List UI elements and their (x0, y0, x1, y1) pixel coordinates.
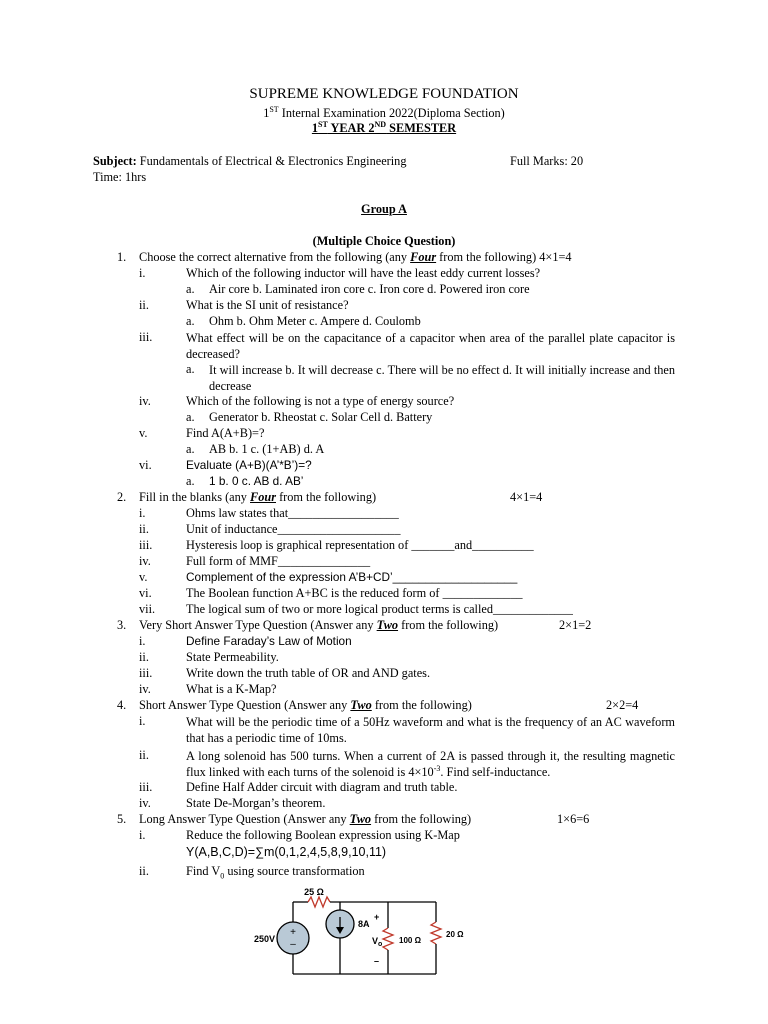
q1-item-text: Which of the following is not a type of energy source? (186, 394, 455, 408)
q1-item-num: i. (139, 266, 146, 280)
q4-marks: 2×2=4 (606, 698, 639, 712)
option-a: a. (186, 282, 195, 296)
q5-number: 5. (117, 812, 127, 826)
q1-item-num: ii. (139, 298, 149, 312)
option-a: a. (186, 410, 195, 424)
q1-item-options: AB b. 1 c. (1+AB) d. A (209, 442, 325, 456)
q2-item-num: iv. (139, 554, 151, 568)
q5-heading: Long Answer Type Question (Answer any Two from the following) (139, 812, 472, 826)
q4-number: 4. (117, 698, 127, 712)
q1-item-num: vi. (139, 458, 152, 472)
option-a: a. (186, 474, 195, 488)
q2-item-text: Complement of the expression A’B+CD’___________________ (186, 570, 518, 584)
q5-item-text: Find $V_0$ using source transformation (186, 864, 365, 881)
q4-item-num: ii. (139, 748, 149, 762)
q1-item-text: What effect will be on the capacitance of a capacitor when area of the parallel plate capacitor is decreased? (186, 331, 675, 361)
label-250v: 250V (254, 934, 276, 944)
q3-heading: Very Short Answer Type Question (Answer any Two from the following) (139, 618, 499, 632)
label-8a: 8A (358, 919, 370, 929)
org-title: SUPREME KNOWLEDGE FOUNDATION (249, 86, 519, 102)
q1-heading: Choose the correct alternative from the following (any Four from the following) 4×1=4 (139, 250, 572, 264)
q5-marks: 1×6=6 (557, 812, 590, 826)
time-line: Time: 1hrs (93, 170, 147, 184)
q1-item-options: Ohm b. Ohm Meter c. Ampere d. Coulomb (209, 314, 421, 328)
q3-item-text: Define Faraday’s Law of Motion (186, 634, 352, 648)
option-a: a. (186, 442, 195, 456)
vo-minus: – (374, 956, 380, 966)
q3-item-num: iv. (139, 682, 151, 696)
q4-item-text: Define Half Adder circuit with diagram and truth table. (186, 780, 458, 794)
q4-item-text: A long solenoid has 500 turns. When a current of 2A is passed through it, the resulting magnetic flux linked with each turns of the solenoid is $4\times 10^{-3}$. Find self-inductance. (186, 749, 675, 779)
resistor-20-ohm (431, 922, 441, 944)
q3-item-num: iii. (139, 666, 153, 680)
q4-item-num: iv. (139, 796, 151, 810)
q4-item-text: State De-Morgan’s theorem. (186, 796, 326, 810)
q3-item-num: ii. (139, 650, 149, 664)
q1-item-text: Which of the following inductor will have the least eddy current losses? (186, 266, 541, 280)
q3-number: 3. (117, 618, 127, 632)
q2-number: 2. (117, 490, 127, 504)
q2-marks: 4×1=4 (510, 490, 543, 504)
svg-text:–: – (290, 939, 296, 950)
q2-item-text: Full form of MMF_______________ (186, 554, 371, 568)
q5-item-num: ii. (139, 864, 149, 878)
q2-item-num: vii. (139, 602, 156, 616)
q2-item-num: ii. (139, 522, 149, 536)
q2-item-num: iii. (139, 538, 153, 552)
q1-item-options: Air core b. Laminated iron core c. Iron core d. Powered iron core (209, 282, 530, 296)
vo-label: $V_o$ (372, 936, 383, 948)
q2-item-text: Hysteresis loop is graphical representation of _______and__________ (186, 538, 534, 552)
q1-item-options: Generator b. Rheostat c. Solar Cell d. Battery (209, 410, 433, 424)
q3-item-text: What is a K-Map? (186, 682, 277, 696)
q3-marks: 2×1=2 (559, 618, 592, 632)
group-subtitle: (Multiple Choice Question) (312, 234, 456, 248)
circuit-diagram (240, 880, 480, 990)
q3-item-text: State Permeability. (186, 650, 279, 664)
q3-item-text: Write down the truth table of OR and AND gates. (186, 666, 431, 680)
q1-item-options: It will increase b. It will decrease c. There will be no effect d. It will initially increase and then decrease (209, 363, 675, 393)
q1-item-text: What is the SI unit of resistance? (186, 298, 349, 312)
q4-item-num: iii. (139, 780, 153, 794)
semester-title: 1ST YEAR 2ND SEMESTER (311, 119, 457, 135)
q2-item-text: The logical sum of two or more logical product terms is called_____________ (186, 602, 573, 616)
q2-item-text: The Boolean function A+BC is the reduced form of _____________ (186, 586, 523, 600)
vo-plus: + (374, 912, 380, 922)
q1-item-options: 1 b. 0 c. AB d. AB’ (209, 474, 304, 488)
q2-item-num: i. (139, 506, 146, 520)
exam-title: 1ST Internal Examination 2022(Diploma Section) (263, 104, 505, 120)
q2-item-text: Unit of inductance____________________ (186, 522, 401, 536)
svg-text:+: + (290, 927, 296, 938)
subject-line: Subject: Fundamentals of Electrical & Electronics Engineering (93, 154, 407, 168)
q1-item-num: iii. (139, 330, 153, 344)
option-a: a. (186, 362, 195, 376)
q1-item-text: Find A(A+B)=? (186, 426, 265, 440)
q2-item-text: Ohms law states that__________________ (186, 506, 399, 520)
option-a: a. (186, 314, 195, 328)
q1-item-text: Evaluate (A+B)(A’*B’)=? (186, 458, 312, 472)
q4-item-num: i. (139, 714, 146, 728)
q5-item-text: Reduce the following Boolean expression using K-Map (186, 828, 460, 842)
label-20-ohm: 20 Ω (446, 930, 464, 939)
q3-item-num: i. (139, 634, 146, 648)
q4-item-text: What will be the periodic time of a 50Hz waveform and what is the frequency of an AC waveform that has a periodic time of 10ms. (186, 715, 675, 745)
q2-item-num: vi. (139, 586, 152, 600)
resistor-100-ohm (383, 928, 393, 950)
resistor-25-ohm (308, 897, 330, 907)
q1-item-num: v. (139, 426, 148, 440)
q1-item-num: iv. (139, 394, 151, 408)
full-marks: Full Marks: 20 (510, 154, 584, 168)
label-25-ohm: 25 Ω (304, 887, 324, 897)
q2-heading: Fill in the blanks (any Four from the following) (139, 490, 377, 504)
q4-heading: Short Answer Type Question (Answer any Two from the following) (139, 698, 472, 712)
group-title: Group A (361, 202, 407, 216)
q2-item-num: v. (139, 570, 148, 584)
q1-number: 1. (117, 250, 127, 264)
boolean-expression: Y(A,B,C,D)=∑m(0,1,2,4,5,8,9,10,11) (186, 845, 387, 859)
label-100-ohm: 100 Ω (399, 936, 421, 945)
q5-item-num: i. (139, 828, 146, 842)
